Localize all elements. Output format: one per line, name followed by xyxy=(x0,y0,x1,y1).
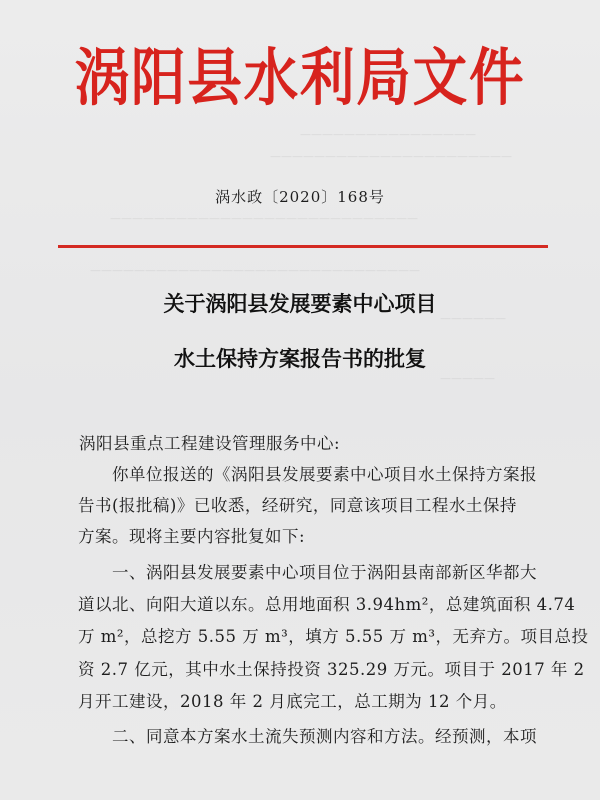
body-line: 你单位报送的《涡阳县发展要素中心项目水土保持方案报 xyxy=(112,465,537,484)
body-line: 二、同意本方案水土流失预测内容和方法。经预测，本项 xyxy=(112,727,537,746)
bleed-through-mark: —————————————————————————————— xyxy=(90,264,420,277)
body-line: 方案。现将主要内容批复如下: xyxy=(78,527,306,546)
bleed-through-mark: —————————————————————— xyxy=(270,150,512,163)
body-line: 一、涡阳县发展要素中心项目位于涡阳县南部新区华都大 xyxy=(112,563,537,582)
document-number: 涡水政〔2020〕168号 xyxy=(215,188,385,206)
bleed-through-mark: ———————————————— xyxy=(300,128,476,141)
bleed-through-mark: ———————————————————————————— xyxy=(110,212,418,225)
body-line: 月开工建设，2018 年 2 月底完工，总工期为 12 个月。 xyxy=(78,692,507,711)
bleed-through-mark: ————— xyxy=(440,372,495,385)
masthead-title: 涡阳县水利局文件 xyxy=(74,41,526,114)
body-line: 道以北、向阳大道以东。总用地面积 3.94hm²，总建筑面积 4.74 xyxy=(78,595,576,614)
red-divider xyxy=(58,245,548,248)
bleed-through-mark: —————— xyxy=(440,312,506,325)
document-title-line-1: 关于涡阳县发展要素中心项目 xyxy=(163,291,437,316)
document-title-line-2: 水土保持方案报告书的批复 xyxy=(174,346,426,371)
recipient-line: 涡阳县重点工程建设管理服务中心: xyxy=(79,434,341,453)
body-line: 资 2.7 亿元，其中水土保持投资 325.29 万元。项目于 2017 年 2 xyxy=(78,660,585,679)
body-line: 万 m²，总挖方 5.55 万 m³，填方 5.55 万 m³，无弃方。项目总投 xyxy=(78,627,589,646)
body-line: 告书(报批稿)》已收悉，经研究，同意该项目工程水土保持 xyxy=(78,496,517,515)
